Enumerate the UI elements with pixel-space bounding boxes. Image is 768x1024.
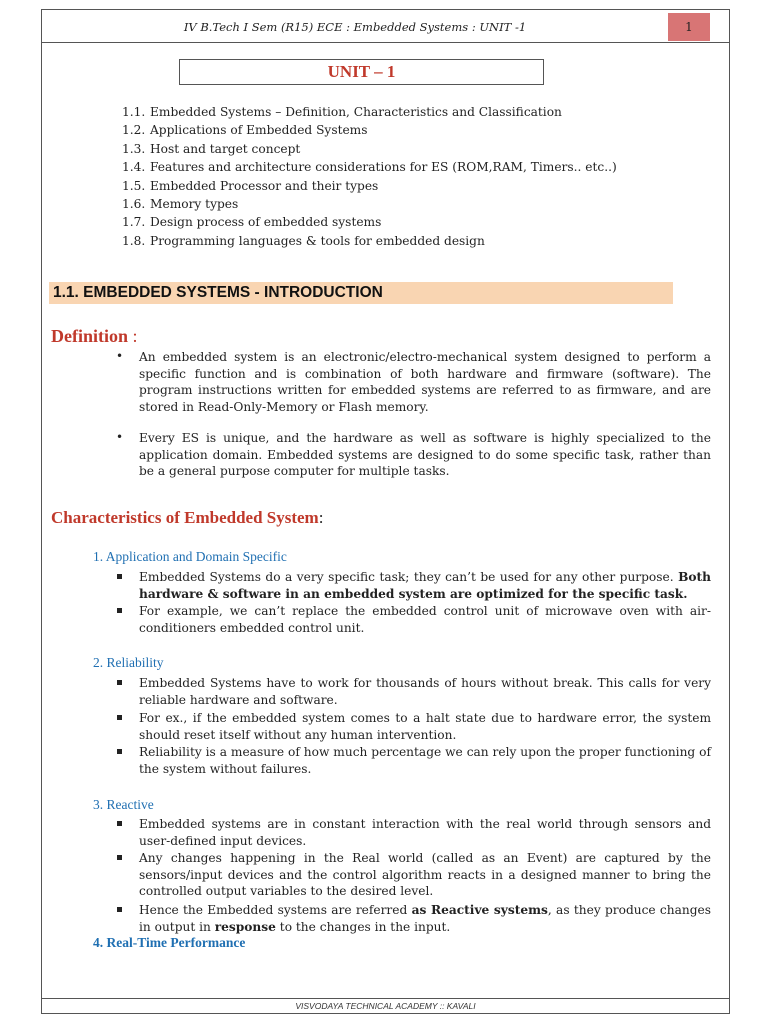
bullet-text: Any changes happening in the Real world (called as an Event) are captured by the sensors/input devices and the control algorithm reacts in a designed manner to bring the controlled output variables to the desired level. — [139, 851, 711, 898]
subheading-real-time-performance: 4. Real-Time Performance — [93, 935, 246, 950]
definition-title: Definition : — [51, 326, 138, 346]
square-bullet-icon — [117, 574, 122, 579]
toc-item: 1.4. Features and architecture considerations for ES (ROM,RAM, Timers.. etc..) — [122, 160, 617, 175]
section-heading: 1.1. EMBEDDED SYSTEMS - INTRODUCTION — [49, 282, 673, 304]
unit-title: UNIT – 1 — [179, 59, 544, 85]
square-bullet-icon — [117, 907, 122, 912]
bullet-text: Embedded systems are in constant interaction with the real world through sensors and user-defined input devices. — [139, 817, 711, 848]
toc-item: 1.7. Design process of embedded systems — [122, 215, 382, 230]
square-bullet-icon — [117, 608, 122, 613]
toc-item: 1.3. Host and target concept — [122, 141, 301, 156]
toc-item: 1.5. Embedded Processor and their types — [122, 178, 379, 193]
bullet-text: Hence the Embedded systems are referred as Reactive systems, as they produce changes in output in response to the changes in the input. — [139, 903, 711, 934]
bullet-text: Reliability is a measure of how much percentage we can rely upon the proper functioning of the system without failures. — [139, 745, 711, 776]
subheading-reactive: 3. Reactive — [93, 797, 154, 812]
bullet-text: For ex., if the embedded system comes to a halt state due to hardware error, the system should reset itself without any human intervention. — [139, 711, 711, 742]
subheading-application-domain: 1. Application and Domain Specific — [93, 549, 287, 564]
square-bullet-icon — [117, 749, 122, 754]
bullet-text: For example, we can’t replace the embedded control unit of microwave oven with air-conditioners embedded control unit. — [139, 604, 711, 635]
definition-paragraph: An embedded system is an electronic/electro-mechanical system designed to perform a specific function and is combination of both hardware and firmware (software). The program instructions written for embedded systems are referred to as firmware, and are stored in Read-Only-Memory or Flash memory. — [139, 350, 711, 414]
page-number: 1 — [668, 13, 710, 41]
definition-paragraph: Every ES is unique, and the hardware as well as software is highly specialized to the application domain. Embedded systems are designed to do some specific task, rather than be a general purpose computer for multiple tasks. — [139, 431, 711, 478]
page-footer — [42, 998, 729, 1013]
bullet-text: Embedded Systems have to work for thousands of hours without break. This calls for very reliable hardware and software. — [139, 676, 711, 707]
toc-item: 1.8. Programming languages & tools for embedded design — [122, 233, 485, 248]
footer-text: VISVODAYA TECHNICAL ACADEMY :: KAVALI — [295, 1001, 476, 1011]
toc-item: 1.6. Memory types — [122, 197, 239, 212]
bullet-text: Embedded Systems do a very specific task; they can’t be used for any other purpose. Both hardware & software in an embedded system are optimized for the specific task. — [139, 570, 712, 601]
subheading-reliability: 2. Reliability — [93, 655, 164, 670]
square-bullet-icon — [117, 855, 122, 860]
bullet-icon: • — [116, 430, 124, 444]
square-bullet-icon — [117, 680, 122, 685]
toc-item: 1.2. Applications of Embedded Systems — [122, 123, 368, 138]
bullet-icon: • — [116, 349, 124, 363]
square-bullet-icon — [117, 715, 122, 720]
toc-item: 1.1. Embedded Systems – Definition, Characteristics and Classification — [122, 105, 562, 119]
table-of-contents — [122, 103, 617, 250]
page-header — [42, 10, 729, 43]
square-bullet-icon — [117, 821, 122, 826]
characteristics-title: Characteristics of Embedded System: — [51, 508, 324, 527]
header-text: IV B.Tech I Sem (R15) ECE : Embedded Systems : UNIT -1 — [183, 20, 527, 34]
